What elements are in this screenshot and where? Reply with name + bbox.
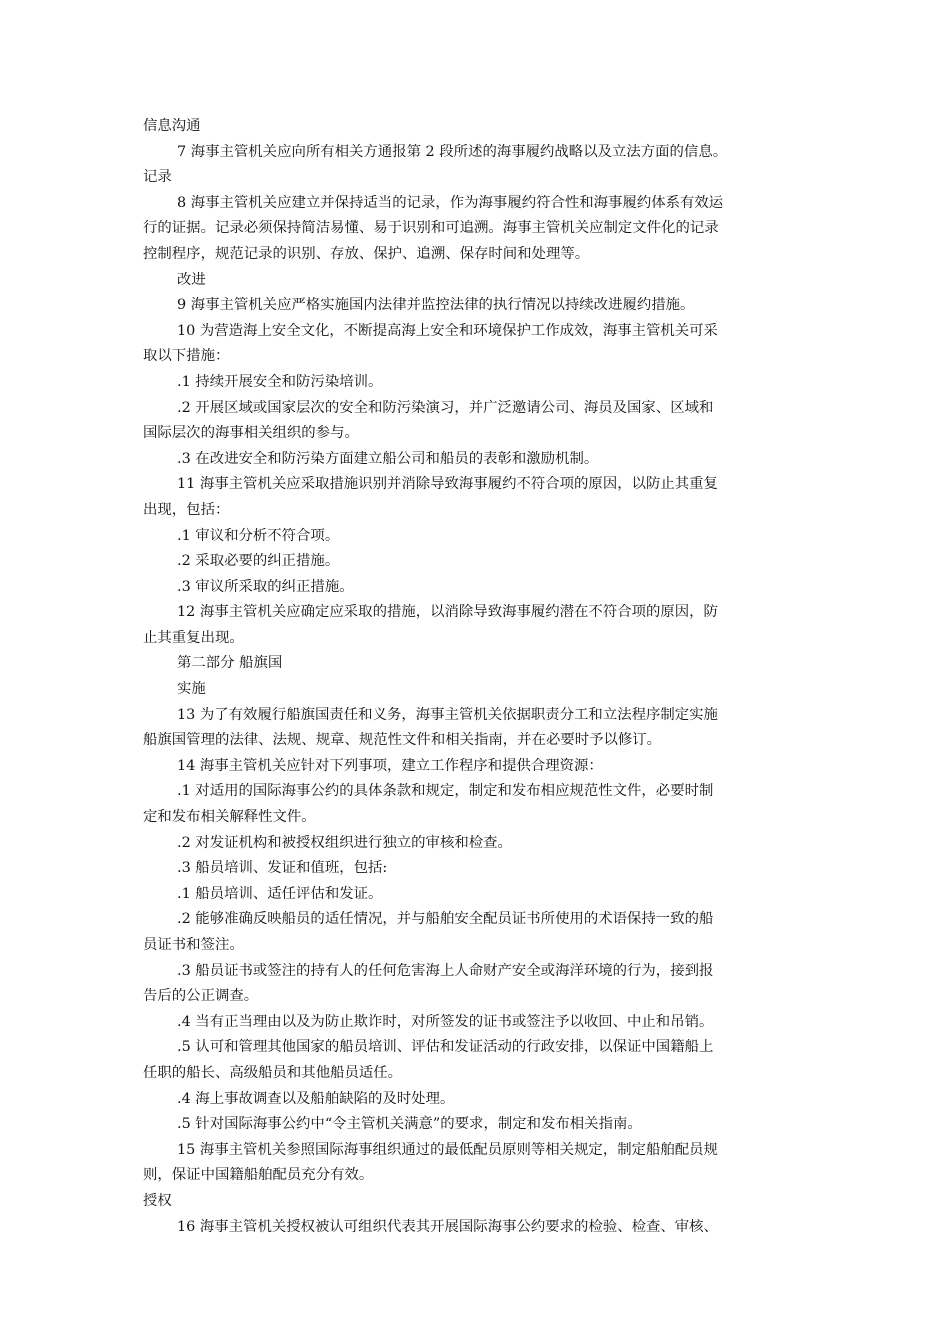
document-page [143, 114, 808, 1240]
text-line: 止其重复出现。 [143, 629, 244, 646]
text-line: 取以下措施： [143, 348, 230, 365]
text-line: .4 海上事故调查以及船舶缺陷的及时处理。 [177, 1090, 455, 1107]
text-line: .1 持续开展安全和防污染培训。 [177, 373, 383, 390]
section-heading: 授权 [143, 1192, 172, 1209]
text-line: .3 在改进安全和防污染方面建立船公司和船员的表彰和激励机制。 [177, 450, 599, 467]
text-line: 第二部分 船旗国 [177, 655, 283, 672]
text-line: 控制程序，规范记录的识别、存放、保护、追溯、保存时间和处理等。 [143, 245, 590, 262]
text-line: 行的证据。记录必须保持简洁易懂、易于识别和可追溯。海事主管机关应制定文件化的记录 [143, 220, 719, 237]
text-line: 任职的船长、高级船员和其他船员适任。 [143, 1064, 403, 1081]
text-line: .2 对发证机构和被授权组织进行独立的审核和检查。 [177, 834, 512, 851]
text-line: 员证书和签注。 [143, 937, 244, 953]
text-line: .3 船员培训、发证和值班，包括: [177, 860, 388, 877]
text-line: 改进 [177, 271, 206, 288]
text-line: 9 海事主管机关应严格实施国内法律并监控法律的执行情况以持续改进履约措施。 [177, 297, 695, 314]
text-line: 则，保证中国籍船舶配员充分有效。 [143, 1167, 374, 1184]
text-line: .5 针对国际海事公约中“令主管机关满意”的要求，制定和发布相关指南。 [177, 1116, 642, 1133]
text-line: 16 海事主管机关授权被认可组织代表其开展国际海事公约要求的检验、检查、审核、 [177, 1218, 718, 1235]
text-line: 12 海事主管机关应确定应采取的措施，以消除导致海事履约潜在不符合项的原因，防 [177, 604, 718, 621]
text-line: .3 审议所采取的纠正措施。 [177, 578, 354, 595]
text-line: .1 对适用的国际海事公约的具体条款和规定，制定和发布相应规范性文件，必要时制 [177, 783, 714, 800]
text-line: .5 认可和管理其他国家的船员培训、评估和发证活动的行政安排，以保证中国籍船上 [177, 1039, 714, 1056]
section-heading: 记录 [143, 169, 172, 186]
text-line: 出现，包括： [143, 501, 230, 518]
text-line: .2 开展区域或国家层次的安全和防污染演习，并广泛邀请公司、海员及国家、区域和 [177, 399, 714, 416]
text-line: .4 当有正当理由以及为防止欺诈时，对所签发的证书或签注予以收回、中止和吊销。 [177, 1013, 714, 1030]
text-line: 8 海事主管机关应建立并保持适当的记录，作为海事履约符合性和海事履约体系有效运 [177, 194, 724, 211]
text-line: 14 海事主管机关应针对下列事项，建立工作程序和提供合理资源： [177, 757, 603, 774]
text-line: 实施 [177, 681, 206, 698]
text-line: 国际层次的海事相关组织的参与。 [143, 425, 359, 442]
text-line: 船旗国管理的法律、法规、规章、规范性文件和相关指南，并在必要时予以修订。 [143, 732, 662, 749]
text-line: .2 采取必要的纠正措施。 [177, 553, 340, 570]
text-line: .1 审议和分析不符合项。 [177, 527, 340, 544]
text-line: 定和发布相关解释性文件。 [143, 809, 316, 826]
section-heading: 信息沟通 [143, 118, 201, 134]
text-line: 7 海事主管机关应向所有相关方通报第 2 段所述的海事履约战略以及立法方面的信息。 [177, 143, 728, 160]
text-line: 15 海事主管机关参照国际海事组织通过的最低配员原则等相关规定，制定船舶配员规 [177, 1141, 718, 1158]
text-line: 13 为了有效履行船旗国责任和义务，海事主管机关依据职责分工和立法程序制定实施 [177, 706, 718, 723]
text-line: 11 海事主管机关应采取措施识别并消除导致海事履约不符合项的原因，以防止其重复 [177, 476, 718, 493]
text-line: .2 能够准确反映船员的适任情况，并与船舶安全配员证书所使用的术语保持一致的船 [177, 911, 714, 928]
text-line: 告后的公正调查。 [143, 988, 259, 1005]
text-line: 10 为营造海上安全文化，不断提高海上安全和环境保护工作成效，海事主管机关可采 [177, 322, 718, 339]
text-line: .1 船员培训、适任评估和发证。 [177, 885, 383, 902]
text-line: .3 船员证书或签注的持有人的任何危害海上人命财产安全或海洋环境的行为，接到报 [177, 962, 714, 979]
